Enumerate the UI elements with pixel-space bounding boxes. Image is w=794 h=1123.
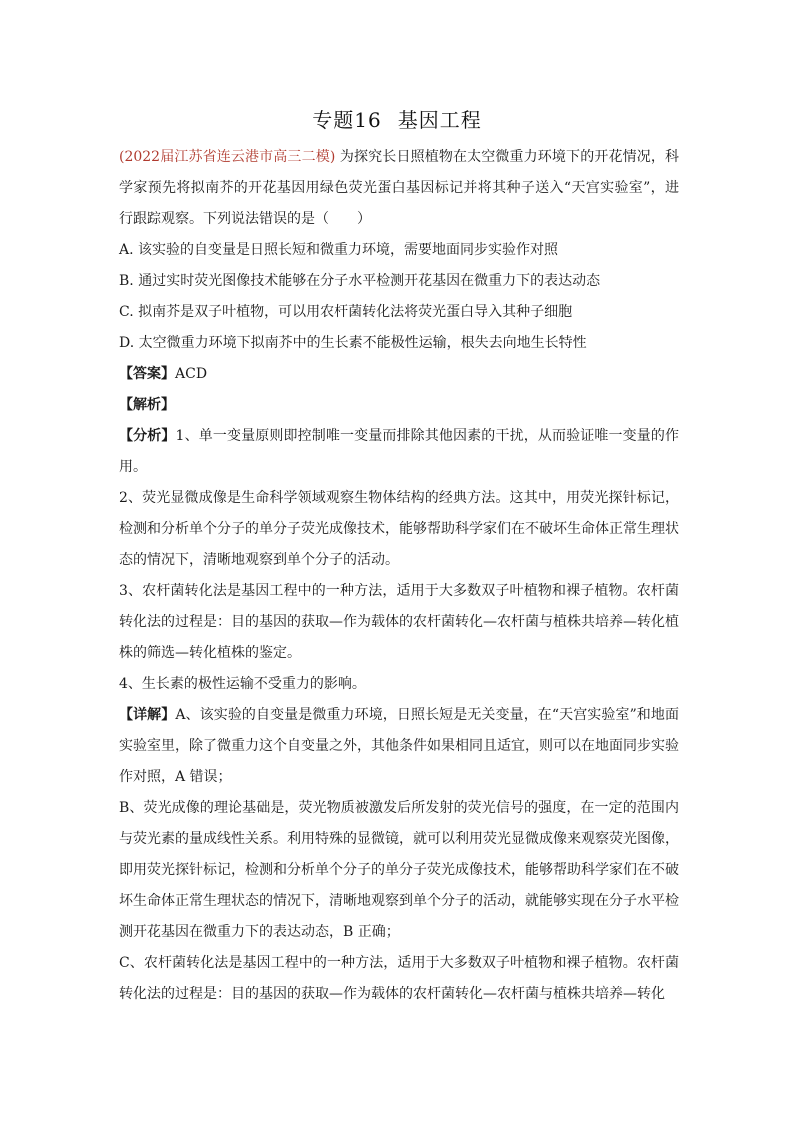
- answer-line: [119, 359, 679, 390]
- fenxi-label: 【分析】: [119, 428, 176, 444]
- page-title: [0, 104, 794, 133]
- question-source: (2022届江苏省连云港市高三二模): [119, 149, 336, 165]
- fenxi-paragraph-4: 4、生长素的极性运输不受重力的影响。: [119, 676, 366, 692]
- fenxi-paragraph-3: 3、农杆菌转化法是基因工程中的一种方法，适用于大多数双子叶植物和裸子植物。农杆菌转化法的过程是：目的基因的获取—作为载体的农杆菌转化—农杆菌与植株共培养—转化植株的筛选—转化植株的鉴定。: [119, 583, 679, 661]
- analysis-label: 【解析】: [119, 397, 175, 413]
- fenxi-text-1: 1、单一变量原则即控制唯一变量而排除其他因素的干扰，从而验证唯一变量的作用。: [119, 428, 680, 475]
- xiangjie-paragraph-b: B、荧光成像的理论基础是，荧光物质被激发后所发射的荧光信号的强度，在一定的范围内与荧光素的量成线性关系。利用特殊的显微镜，就可以利用荧光显微成像来观察荧光图像，即用荧光探针标记，检测和分析单个分子的单分子荧光成像技术，能够帮助科学家们在不破坏生命体正常生理状态的情况下，清晰地观察到单个分子的活动，就能够实现在分子水平检测开花基因在微重力下的表达动态，B 正确；: [119, 800, 679, 940]
- fenxi-paragraph-2: 2、荧光显微成像是生命科学领域观察生物体结构的经典方法。这其中，用荧光探针标记，检测和分析单个分子的单分子荧光成像技术，能够帮助科学家们在不破坏生命体正常生理状态的情况下，清晰地观察到单个分子的活动。: [119, 490, 679, 568]
- title-part-number: 专题16: [312, 108, 382, 132]
- question-text: 为探究长日照植物在太空微重力环境下的开花情况，科学家预先将拟南芥的开花基因用绿色荧光蛋白基因标记并将其种子送入“天宫实验室”，进行跟踪观察。下列说法错误的是（ ）: [119, 149, 680, 227]
- question-stem: [119, 142, 679, 235]
- title-part-topic: 基因工程: [397, 108, 482, 132]
- option-a: A. 该实验的自变量是日照长短和微重力环境，需要地面同步实验作对照: [119, 242, 559, 258]
- xiangjie-paragraph-a: [119, 700, 679, 793]
- answer-label: 【答案】: [119, 366, 175, 382]
- option-c: C. 拟南芥是双子叶植物，可以用农杆菌转化法将荧光蛋白导入其种子细胞: [119, 304, 573, 320]
- fenxi-paragraph-1: [119, 421, 679, 483]
- xiangjie-paragraph-c: C、农杆菌转化法是基因工程中的一种方法，适用于大多数双子叶植物和裸子植物。农杆菌转化法的过程是：目的基因的获取—作为载体的农杆菌转化—农杆菌与植株共培养—转化: [119, 955, 679, 1002]
- answer-value: ACD: [175, 366, 208, 382]
- option-b: B. 通过实时荧光图像技术能够在分子水平检测开花基因在微重力下的表达动态: [119, 273, 601, 289]
- xiangjie-label: 【详解】: [119, 707, 176, 723]
- option-d: D. 太空微重力环境下拟南芥中的生长素不能极性运输，根失去向地生长特性: [119, 335, 587, 351]
- xiangjie-text-a: A、该实验的自变量是微重力环境，日照长短是无关变量，在“天宫实验室”和地面实验室里，除了微重力这个自变量之外，其他条件如果相同且适宜，则可以在地面同步实验作对照，A 错误；: [119, 707, 679, 785]
- document-body: [119, 142, 679, 1010]
